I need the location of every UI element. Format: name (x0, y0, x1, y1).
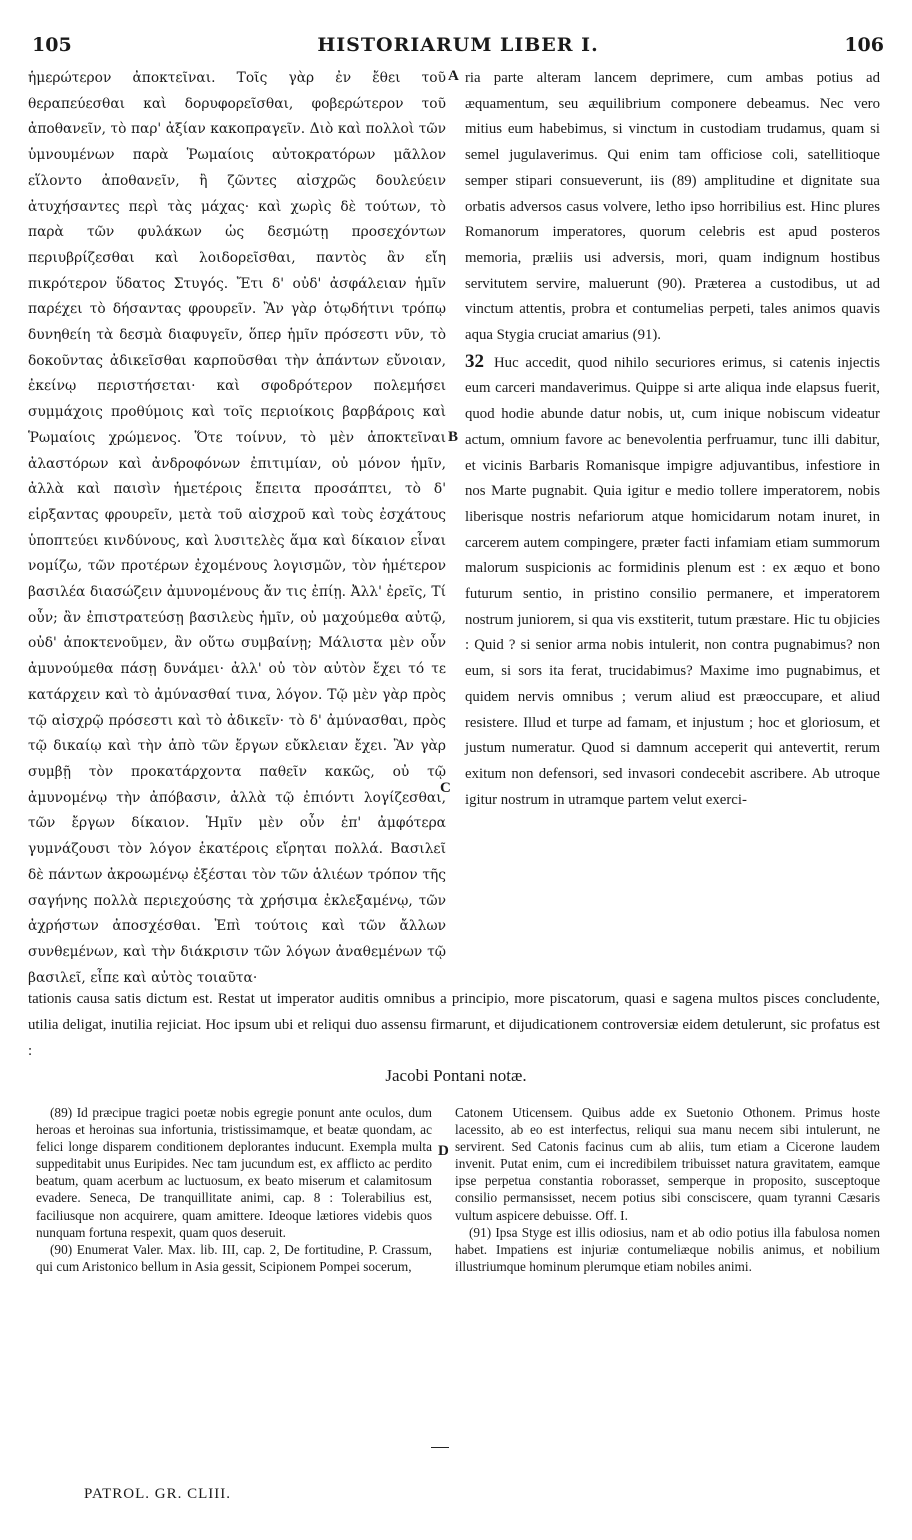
margin-marker-d: D (438, 1143, 449, 1159)
full-width-text: tationis causa satis dictum est. Restat ut imperator auditis omnibus a principio, more piscatorum, quasi e sagena multos pisces concludente, utilia deligat, inutilia rejiciat. Hoc ipsum ubi et reliqui duo assensu firmarunt, et dijudicationem controversiæ eidem detulerunt, sic profatus est : (28, 991, 880, 1059)
greek-column: ἡμερώτερον ἀποκτεῖναι. Τοῖς γὰρ ἐν ἔθει τοῦ θεραπεύεσθαι καὶ δορυφορεῖσθαι, φοβερώτερον τοῦ ἀποθανεῖν, τὸ παρ' ἀξίαν κακοπραγεῖν. Διὸ καὶ πολλοὶ τῶν ὑμνουμένων παρὰ Ῥωμαίοις αὐτοκρατόρων μᾶλλον εἵλοντο ἀποθανεῖν, ἢ ζῶντες αἰσχρῶς δουλεύειν ἀτυχήσαντες περὶ τὰς μάχας· καὶ χωρὶς δὲ τούτων, τὸ παρὰ τῶν φυλάκων ὡς δεσμώτῃ προσεχόντων περιυβρίζεσθαι καὶ λοιδορεῖσθαι, παντὸς ἂν εἴη πικρότερον ὕδατος Στυγός. Ἔτι δ' οὐδ' ἀσφάλειαν ἡμῖν παρέχει τὸ δήσαντας φρουρεῖν. Ἂν γὰρ ὁτῳδήτινι τρόπῳ δυνηθείη τὰ δεσμὰ διαφυγεῖν, ὅπερ ἡμῖν πρόσεστι νῦν, τὸ δοκοῦντας ἀδικεῖσθαι καρποῦσθαι τὴν ἁπάντων εὔνοιαν, ἐκείνῳ περιστήσεται· καὶ σφοδρότερον πολεμήσει συμμάχοις προθύμοις καὶ τοῖς περιοίκοις βαρβάροις καὶ Ῥωμαίοις χρώμενος. Ὅτε τοίνυν, τὸ μὲν ἀποκτεῖναι ἀλαστόρων καὶ ἀνδροφόνων ἐπιτιμίαν, οὐ μόνον ἡμῖν, ἀλλὰ καὶ παισὶν ἡμετέροις ἔπειτα προσάπτει, τὸ δ' εἱρξαντας φρουρεῖν, μετὰ τοῦ αἰσχροῦ καὶ τοὺς ἐσχάτους ὑποπτεύει κινδύνους, καὶ λυσιτελὲς ἅμα καὶ δίκαιον εἶναι νομίζω, τῶν προτέρων ἐχομένους λογισμῶν, τὸν ἡμέτερον βασιλέα διασώζειν ἀμυνομένους ἄν τις ἐπίῃ. Ἀλλ' ἐρεῖς, Τί οὖν; ἂν ἐπιστρατεύσῃ βασιλεὺς ἡμῖν, οὐ μαχούμεθα αὐτῷ, οὐδ' ἀποκτενοῦμεν, ἂν οὕτω συμβαίνῃ; Μάλιστα μὲν οὖν ἀμυνούμεθα πάσῃ δυνάμει· ἀλλ' οὐ τὸν αὐτὸν ἔχει τό τε κατάρχειν καὶ τὸ ἀμύνασθαί τινα, λόγον. Τῷ μὲν γὰρ πρὸς τῷ αἰσχρῷ πρόσεστι καὶ τὸ ἀδικεῖν· τὸ δ' ἀμύνασθαι, πρὸς τῷ δικαίῳ καὶ τὴν ἀπὸ τῶν ἔργων εὔκλειαν ἔχει. Ἂν γὰρ συμβῇ τὸν προκατάρχοντα παθεῖν κακῶς, οὐ τῷ ἀμυνομένῳ τὴν ἀπόβασιν, ἀλλὰ τῷ ἐπιόντι λογίζεσθαι, τῶν ἔργων δίκαιον. Ἡμῖν μὲν οὖν ἐπ' ἀμφότερα γυμνάζουσι τὸν λόγον ἑκατέροις εἴρηται πολλά. Βασιλεῖ δὲ πάντων ἀκροωμένῳ ἐξέσται τὸν τῶν ἁλιέων τρόπον τῆς σαγήνης πολλὰ περιεχούσης τὰ χρήσιμα ἐκλεξαμένῳ, τῶν ἀχρήστων ἀποσχέσθαι. Ἐπὶ τούτοις καὶ τῶν ἄλλων συνθεμένων, καὶ τὴν διάκρισιν τῶν λόγων ἀναθεμένων τῷ βασιλεῖ, εἶπε καὶ αὐτὸς τοιαῦτα· (28, 70, 446, 986)
notes-right-column (455, 1104, 880, 1275)
margin-marker-b: B (448, 429, 459, 445)
footer-signature: PATROL. GR. CLIII. (84, 1486, 232, 1502)
note-90-continued: Catonem Uticensem. Quibus adde ex Suetonio Othonem. Primus hoste lacessito, ab eo est interfectus, reliqui sua manu necem sibi intulerunt, ne servirent. Sed Catonis facinus cum ab aliis, tum etiam a Cicerone laudem invenit. Putat enim, cum ei incredibilem tribuisset natura gravitatem, eamque ipse perpetua constantia roborasset, semperque in proposito, susceptoque consilio permansisset, necem potius sibi consciscere, quam tyranni Cæsaris vultum aspicere debuisse. Off. I. (455, 1105, 880, 1223)
running-header (32, 34, 884, 58)
separator-rule (431, 1447, 449, 1448)
section-number: 32 (465, 350, 484, 372)
note-89: (89) Id præcipue tragici poetæ nobis egregie ponunt ante oculos, dum heroas et heroinas sua infortunia, tristissimamque, et beatæ quondam, ac felici longe disparem conditionem deplorantes inducunt. Exempla multa suppeditabit unus Euripides. Nec tam jucundum est, ex afflicto ac perdito beatum, quam acerbum ac luctuosum, ex beato miserum et calamitosum evadere. Seneca, De tranquillitate animi, cap. 8 : Tolerabilius est, faciliusque non acquirere, quam amittere. Ideoque lætiores videbis quos nunquam fortuna respexit, quam quos deseruit. (36, 1105, 432, 1240)
latin-paragraph-1: ria parte alteram lancem deprimere, cum ambas potius ad æquamentum, seu æquilibrium componere debeamus. Nec vero mitius eum habebimus, si vinctum in custodiam trudamus, quam si semel jugulaverimus. Qui enim tam officiose coli, satellitioque semper stipari consueverunt, iis (89) amplitudine et dignitate sua orbatis adversos casus volvere, letho ipso horribilius est. Hinc plures Romanorum imperatores, quorum celebris est apud posteros memoria, præliis usi adversis, mori, quam indignum hostibus servitutem servire, maluerunt (90). Præterea a custodibus, ut ad vinctum attentis, probra et contumelias perpeti, tales animos quavis aqua Stygia cruciat amarius (91). (465, 70, 880, 344)
latin-column (465, 66, 880, 813)
running-title: HISTORIARUM LIBER I. (317, 34, 599, 56)
page-number-right: 106 (844, 34, 884, 56)
notes-left-column (36, 1104, 432, 1275)
margin-marker-a: A (448, 68, 459, 84)
note-91: (91) Ipsa Styge est illis odiosius, nam et ab odio potius illa fabulosa nomen habet. Impatiens est injuriæ contumeliæque nobilis animus, et nobilium illustriumque hominum plerumque etiam nobiles animi. (455, 1224, 880, 1274)
notes-heading: Jacobi Pontani notæ. (385, 1066, 527, 1085)
page-number-left: 105 (32, 34, 72, 56)
latin-paragraph-2: Huc accedit, quod nihilo securiores erimus, si catenis injectis eum carceri mandaverimus. Quippe si arte aliqua inde elapsus fuerit, quod hodie abunde datur nobis, ut, cum inique nobiscum videatur actum, omnium favore ac benevolentia perfruamur, tunc illi dabitur, et vicinis Barbaris Romanisque impigre adjuvantibus, infestiore in nos Marte pugnabit. Quia igitur e medio tollere imperatorem, nobis liberisque nostris nefariorum atque homicidarum notam inuret, in carcerem autem compingere, præter facti infamiam etiam summorum malorum suspicionis ac formidinis plenum est : ex æquo et bono futurum sentio, in pristino consilio permanere, et imperatorem nostrum juniorem, si qua vis exstiterit, tutum præstare. Hic tu objicies : Quid ? si senior arma nobis intulerit, non contra pugnabimus? non eum, si sors ita ferat, trucidabimus? Maxime imo pugnabimus, et quidem nervis omnibus ; verum aliud est præoccupare, et aliud resistere. Illud et turpe ad famam, et injustum ; hoc et gloriosum, et justum numeratur. Quod si damnum acceperit qui antevertit, rerum exitum non defensori, sed invasori condecebit ascribere. Ab utroque igitur nostrum in utramque partem velut exerci- (465, 354, 880, 808)
note-90: (90) Enumerat Valer. Max. lib. III, cap. 2, De fortitudine, P. Crassum, qui cum Aristonico bellum in Asia gessit, Scipionem Pompei socerum, (36, 1241, 432, 1274)
margin-marker-c: C (440, 780, 451, 796)
